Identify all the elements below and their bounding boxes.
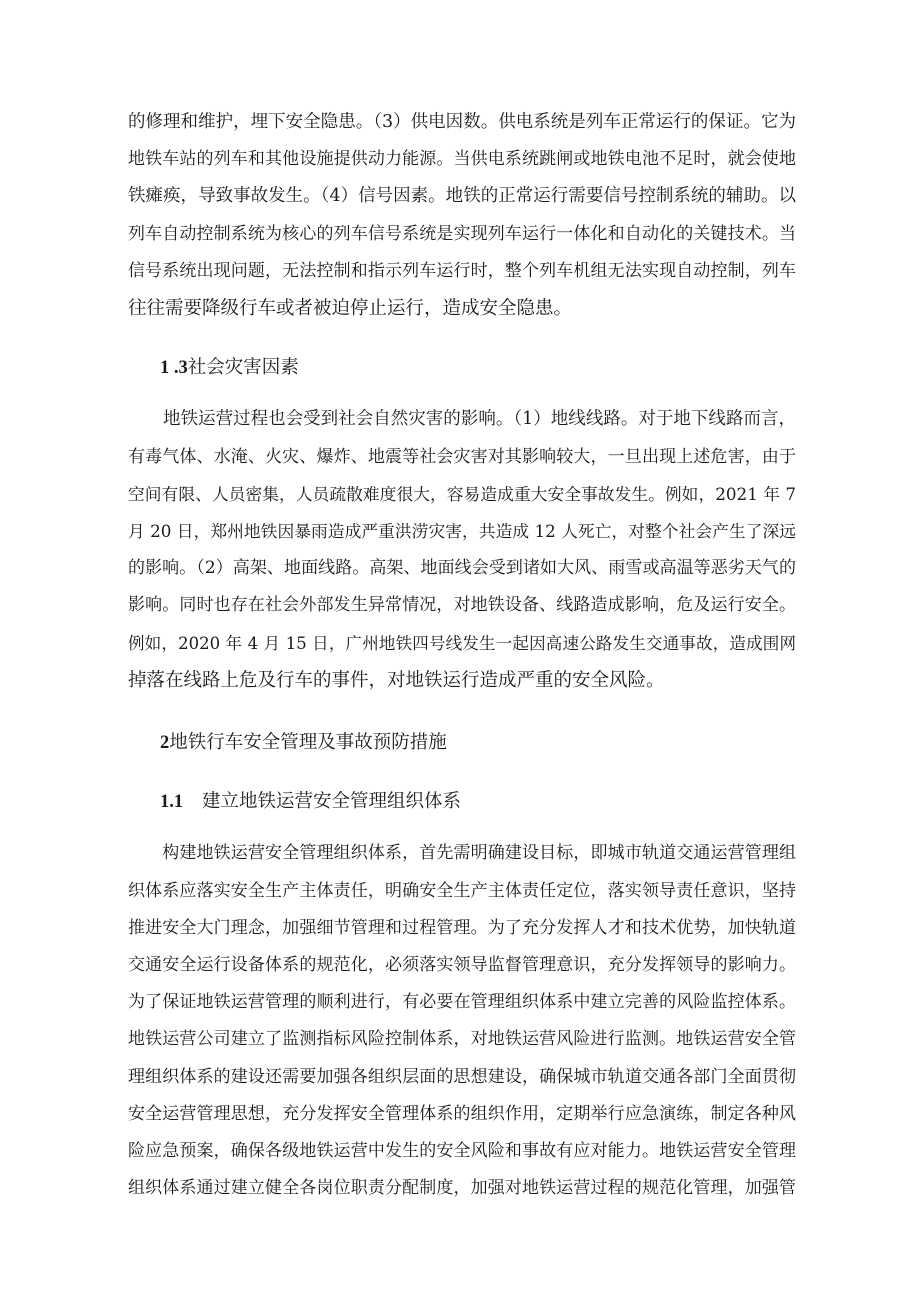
text-line: 地铁运营过程也会受到社会自然灾害的影响。（1）地线线路。对于地下线路而言， [128, 409, 796, 430]
section-title: 地铁行车安全管理及事故预防措施 [169, 732, 447, 754]
text-line: 的修理和维护，埋下安全隐患。（3）供电因数。供电系统是列车正常运行的保证。它为 [128, 112, 796, 132]
text-line: 信号系统出现问题，无法控制和指示列车运行时，整个列车机组无法实现自动控制，列车 [128, 260, 796, 281]
text-line: 织体系应落实安全生产主体责任，明确安全生产主体责任定位，落实领导责任意识，坚持 [128, 880, 796, 901]
text-line: 空间有限、人员密集，人员疏散难度很大，容易造成重大安全事故发生。例如，2021 年 7 [128, 483, 796, 504]
text-line: 安全运营管理思想，充分发挥安全管理体系的组织作用，定期举行应急演练，制定各种风 [128, 1103, 796, 1124]
section-number: 2 [160, 733, 170, 754]
paragraph-social-disaster [128, 401, 796, 699]
text-line: 有毒气体、水淹、火灾、爆炸、地震等社会灾害对其影响较大，一旦出现上述危害，由于 [128, 446, 796, 467]
section-title: 社会灾害因素 [187, 357, 299, 379]
section-heading-1-3 [128, 349, 796, 387]
document-page [128, 104, 796, 1207]
text-line: 掉落在线路上危及行车的事件，对地铁运行造成严重的安全风险。 [128, 669, 665, 691]
section-heading-2 [128, 724, 796, 762]
text-line: 往往需要降级行车或者被迫停止运行，造成安全隐患。 [128, 298, 573, 320]
section-heading-1-1 [128, 783, 796, 821]
text-line: 影响。同时也存在社会外部发生异常情况，对地铁设备、线路造成影响，危及运行安全。 [128, 595, 796, 616]
section-title: 建立地铁运营安全管理组织体系 [202, 791, 462, 813]
text-line: 月 20 日，郑州地铁因暴雨造成严重洪涝灾害，共造成 12 人死亡，对整个社会产生了深远 [128, 521, 796, 542]
text-line: 地铁车站的列车和其他设施提供动力能源。当供电系统跳闸或地铁电池不足时，就会使地 [128, 149, 796, 170]
text-line: 例如，2020 年 4 月 15 日，广州地铁四号线发生一起因高速公路发生交通事故，造成围网 [128, 633, 796, 653]
text-line: 列车自动控制系统为核心的列车信号系统是实现列车运行一体化和自动化的关键技术。当 [128, 223, 796, 244]
text-line: 组织体系通过建立健全各岗位职责分配制度，加强对地铁运营过程的规范化管理，加强管 [128, 1178, 796, 1199]
section-number: 1.1 [160, 792, 184, 813]
text-line: 推进安全大门理念，加强细节管理和过程管理。为了充分发挥人才和技术优势，加快轨道 [128, 917, 796, 938]
text-line: 险应急预案，确保各级地铁运营中发生的安全风险和事故有应对能力。地铁运营安全管理 [128, 1141, 796, 1162]
text-line: 交通安全运行设备体系的规范化，必须落实领导监督管理意识，充分发挥领导的影响力。 [128, 955, 796, 976]
paragraph-power-signal-factors [128, 104, 796, 327]
text-line: 铁瘫痪，导致事故发生。（4）信号因素。地铁的正常运行需要信号控制系统的辅助。以 [128, 186, 796, 207]
text-line: 地铁运营公司建立了监测指标风险控制体系，对地铁运营风险进行监测。地铁运营安全管 [128, 1029, 796, 1050]
text-line: 理组织体系的建设还需要加强各组织层面的思想建设，确保城市轨道交通各部门全面贯彻 [128, 1066, 796, 1087]
text-line: 构建地铁运营安全管理组织体系，首先需明确建设目标，即城市轨道交通运营管理组 [128, 843, 796, 864]
text-line: 的影响。（2）高架、地面线路。高架、地面线会受到诸如大风、雨雪或高温等恶劣天气的 [128, 558, 796, 579]
text-line: 为了保证地铁运营管理的顺利进行，有必要在管理组织体系中建立完善的风险监控体系。 [128, 992, 796, 1013]
paragraph-safety-org-system [128, 835, 796, 1207]
section-number: 1 .3 [160, 358, 188, 379]
